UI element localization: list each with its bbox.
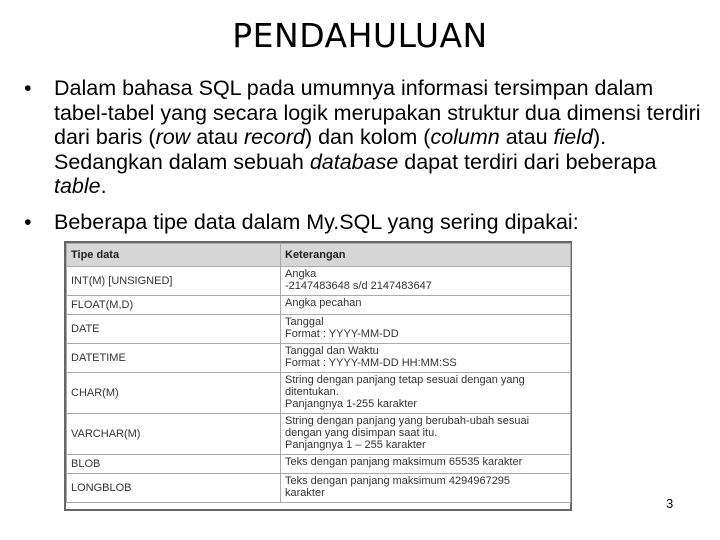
type-cell: VARCHAR(M) — [67, 414, 281, 455]
description-cell: Tanggal Format : YYYY-MM-DD — [281, 315, 571, 344]
description-cell: Teks dengan panjang maksimum 65535 karakter — [281, 455, 571, 474]
type-cell: LONGBLOB — [67, 474, 281, 503]
type-cell: DATETIME — [67, 344, 281, 373]
description-cell: String dengan panjang tetap sesuai dengan yang ditentukan. Panjangnya 1-255 karakter — [281, 373, 571, 414]
type-cell: BLOB — [67, 455, 281, 474]
table-row — [67, 344, 571, 373]
bullet-data-types — [24, 210, 704, 235]
page-number: 3 — [666, 496, 674, 511]
description-cell: Teks dengan panjang maksimum 4294967295 karakter — [281, 474, 571, 503]
table-row — [67, 267, 571, 296]
type-cell: CHAR(M) — [67, 373, 281, 414]
bullet-text: Dalam bahasa SQL pada umumnya informasi tersimpan dalam tabel-tabel yang secara logik merupakan struktur dua dimensi terdiri dari baris (row atau record) dan kolom (column atau field). Sedangkan dalam sebuah database dapat terdiri dari beberapa table. — [54, 76, 701, 198]
description-cell: Angka pecahan — [281, 296, 571, 315]
header-description: Keterangan — [281, 244, 571, 267]
description-cell: String dengan panjang yang berubah-ubah sesuai dengan yang disimpan saat itu. Panjangnya 1 – 255 karakter — [281, 414, 571, 455]
description-cell: Angka -2147483648 s/d 2147483647 — [281, 267, 571, 296]
table-row — [67, 296, 571, 315]
slide-title: PENDAHULUAN — [232, 16, 488, 55]
data-types-table — [64, 241, 572, 511]
description-cell: Tanggal dan Waktu Format : YYYY-MM-DD HH:MM:SS — [281, 344, 571, 373]
type-cell: INT(M) [UNSIGNED] — [67, 267, 281, 296]
table-row — [67, 373, 571, 414]
table-header-row — [67, 244, 571, 267]
table-row — [67, 474, 571, 503]
table-row — [67, 315, 571, 344]
bullet-dot: • — [24, 210, 32, 234]
bullet-dot: • — [24, 76, 32, 100]
table-row — [67, 414, 571, 455]
bullet-sql-tables — [24, 76, 704, 199]
table-row — [67, 455, 571, 474]
type-cell: DATE — [67, 315, 281, 344]
bullet-text: Beberapa tipe data dalam My.SQL yang sering dipakai: — [54, 210, 579, 234]
header-type: Tipe data — [67, 244, 281, 267]
type-cell: FLOAT(M,D) — [67, 296, 281, 315]
